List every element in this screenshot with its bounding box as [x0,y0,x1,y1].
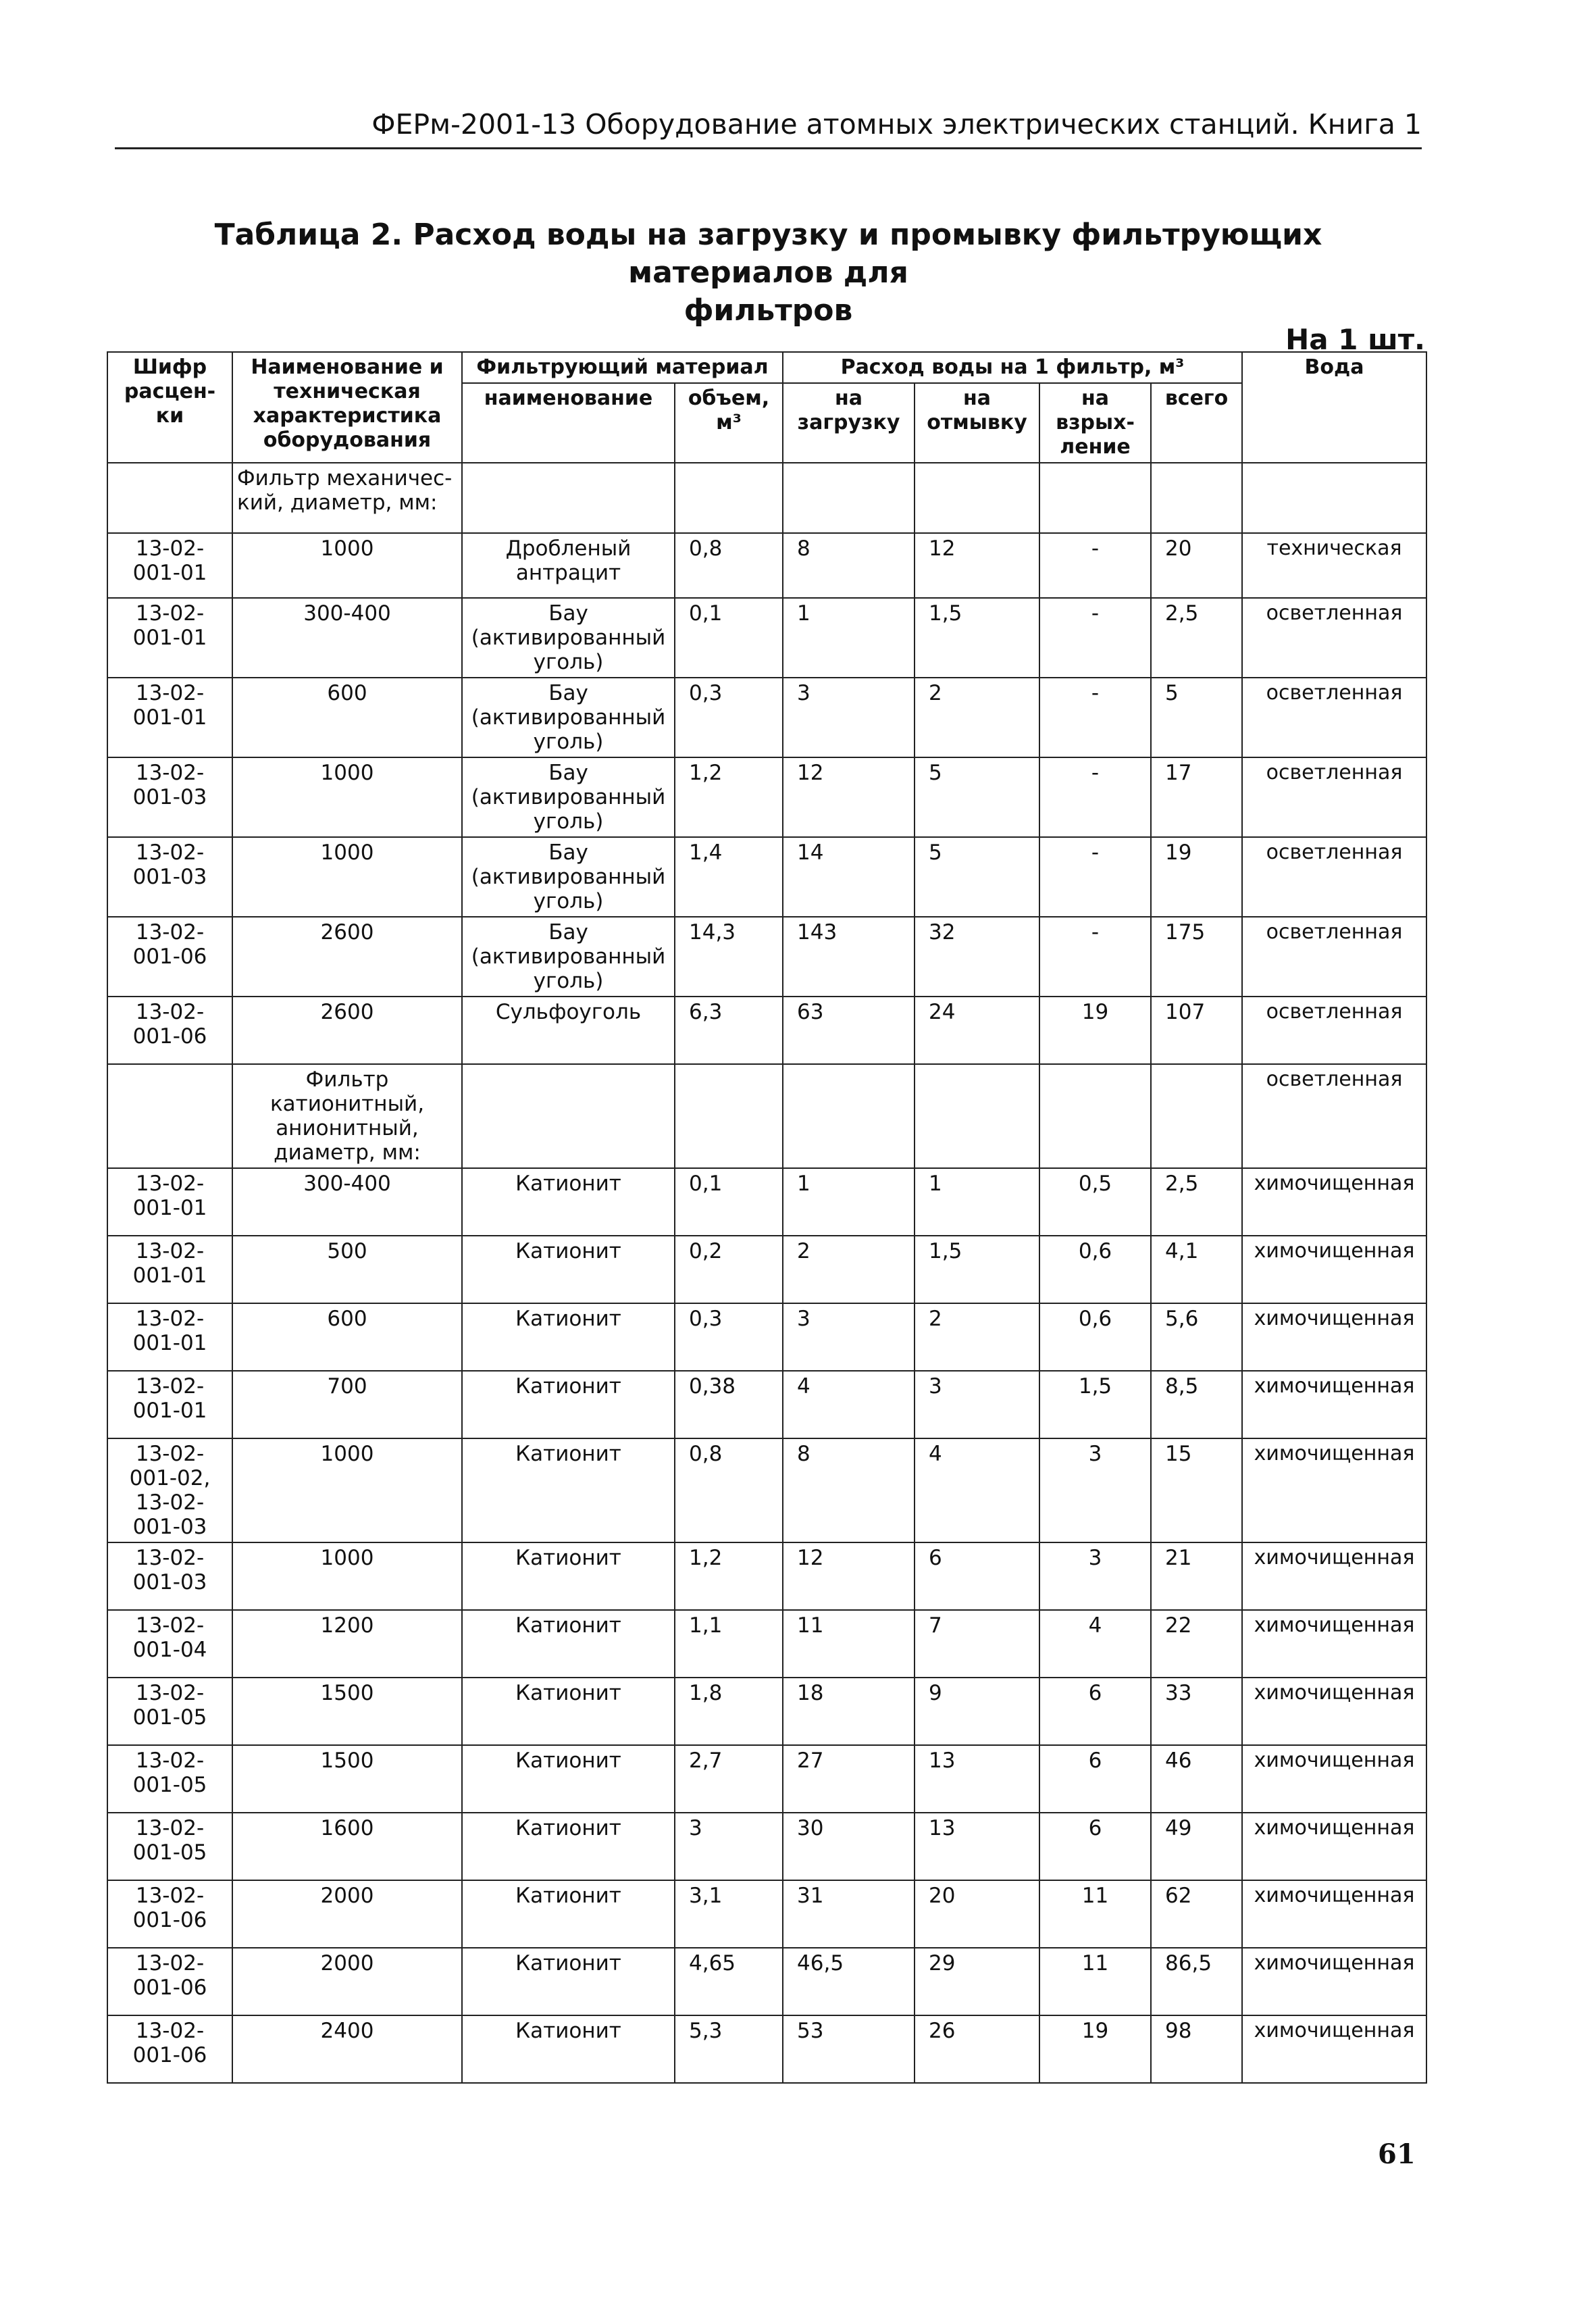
cell-volume: 0,38 [675,1371,783,1438]
cell-loosen: - [1039,757,1151,837]
cell-water: осветленная [1242,917,1426,997]
cell-total: 5 [1151,678,1242,757]
cell-code: 13-02-001-01 [107,678,232,757]
empty-cell [783,463,915,533]
col-code-header: Шифр расцен-ки [107,352,232,463]
cell-name: 700 [232,1371,462,1438]
cell-volume: 1,4 [675,837,783,917]
cell-volume: 5,3 [675,2015,783,2083]
cell-volume: 0,1 [675,1168,783,1236]
cell-loosen: 0,6 [1039,1236,1151,1303]
cell-code: 13-02-001-05 [107,1678,232,1745]
cell-load: 2 [783,1236,915,1303]
cell-code: 13-02-001-06 [107,1880,232,1948]
cell-total: 19 [1151,837,1242,917]
cell-code: 13-02-001-03 [107,1542,232,1610]
col-load-header: на загрузку [783,383,915,463]
cell-code: 13-02-001-01 [107,533,232,598]
table-row [107,1236,1426,1303]
cell-water: химочищенная [1242,1880,1426,1948]
cell-load: 8 [783,533,915,598]
cell-wash: 13 [915,1745,1039,1813]
water-consumption-table [107,351,1427,2084]
cell-name: 1500 [232,1745,462,1813]
section-title: Фильтр катионитный, анионитный, диаметр, мм: [232,1064,462,1168]
cell-material: Сульфоуголь [462,997,675,1064]
table-row [107,757,1426,837]
cell-load: 53 [783,2015,915,2083]
col-water-group-header: Расход воды на 1 фильтр, м³ [783,352,1242,383]
cell-wash: 29 [915,1948,1039,2015]
section-water: осветленная [1242,1064,1426,1168]
cell-material: Бау (активированный уголь) [462,917,675,997]
cell-loosen: 1,5 [1039,1371,1151,1438]
cell-wash: 9 [915,1678,1039,1745]
header-rule [115,147,1422,149]
cell-wash: 24 [915,997,1039,1064]
cell-code: 13-02-001-05 [107,1745,232,1813]
cell-material: Катионит [462,1542,675,1610]
cell-water: химочищенная [1242,1168,1426,1236]
empty-cell [1039,463,1151,533]
cell-loosen: 11 [1039,1948,1151,2015]
cell-name: 1000 [232,533,462,598]
cell-total: 4,1 [1151,1236,1242,1303]
cell-code: 13-02-001-04 [107,1610,232,1678]
cell-volume: 6,3 [675,997,783,1064]
cell-water: химочищенная [1242,1236,1426,1303]
cell-name: 1000 [232,1542,462,1610]
cell-total: 5,6 [1151,1303,1242,1371]
cell-volume: 0,1 [675,598,783,678]
cell-code: 13-02-001-06 [107,2015,232,2083]
cell-total: 46 [1151,1745,1242,1813]
cell-material: Катионит [462,1303,675,1371]
cell-loosen: 6 [1039,1813,1151,1880]
cell-loosen: - [1039,598,1151,678]
cell-load: 14 [783,837,915,917]
cell-code: 13-02-001-03 [107,757,232,837]
cell-total: 62 [1151,1880,1242,1948]
table-title [135,216,1401,330]
cell-volume: 0,3 [675,1303,783,1371]
cell-material: Катионит [462,2015,675,2083]
cell-water: химочищенная [1242,1438,1426,1542]
table-body [107,463,1426,2083]
cell-total: 21 [1151,1542,1242,1610]
cell-volume: 2,7 [675,1745,783,1813]
table-row [107,917,1426,997]
cell-water: осветленная [1242,837,1426,917]
cell-load: 27 [783,1745,915,1813]
cell-volume: 3 [675,1813,783,1880]
cell-wash: 1 [915,1168,1039,1236]
cell-wash: 6 [915,1542,1039,1610]
cell-water: химочищенная [1242,1813,1426,1880]
cell-total: 17 [1151,757,1242,837]
cell-wash: 1,5 [915,1236,1039,1303]
cell-water: химочищенная [1242,1610,1426,1678]
cell-volume: 1,8 [675,1678,783,1745]
cell-water: осветленная [1242,757,1426,837]
cell-material: Катионит [462,1438,675,1542]
cell-volume: 1,2 [675,757,783,837]
cell-load: 30 [783,1813,915,1880]
cell-volume: 1,2 [675,1542,783,1610]
table-row [107,837,1426,917]
cell-water: осветленная [1242,598,1426,678]
cell-loosen: - [1039,678,1151,757]
cell-loosen: 4 [1039,1610,1151,1678]
cell-name: 1000 [232,1438,462,1542]
cell-volume: 14,3 [675,917,783,997]
cell-volume: 1,1 [675,1610,783,1678]
cell-code: 13-02-001-01 [107,598,232,678]
table-row [107,2015,1426,2083]
empty-cell [1151,1064,1242,1168]
cell-water: осветленная [1242,678,1426,757]
cell-volume: 4,65 [675,1948,783,2015]
table-row [107,1371,1426,1438]
table-title-line2: фильтров [684,293,853,328]
col-wash-header: на отмывку [915,383,1039,463]
cell-total: 8,5 [1151,1371,1242,1438]
cell-loosen: - [1039,917,1151,997]
cell-loosen: - [1039,533,1151,598]
col-material-group-header: Фильтрующий материал [462,352,783,383]
empty-cell [462,463,675,533]
cell-material: Катионит [462,1745,675,1813]
empty-cell [915,1064,1039,1168]
cell-material: Катионит [462,1371,675,1438]
cell-code: 13-02-001-05 [107,1813,232,1880]
cell-loosen: 19 [1039,997,1151,1064]
table-title-line1: Таблица 2. Расход воды на загрузку и промывку фильтрующих материалов для [214,218,1322,290]
cell-material: Бау (активированный уголь) [462,598,675,678]
table-row [107,1610,1426,1678]
cell-name: 600 [232,1303,462,1371]
table-row [107,1438,1426,1542]
cell-loosen: - [1039,837,1151,917]
cell-material: Бау (активированный уголь) [462,837,675,917]
cell-wash: 3 [915,1371,1039,1438]
empty-cell [783,1064,915,1168]
cell-water: химочищенная [1242,1542,1426,1610]
table-row [107,1813,1426,1880]
cell-wash: 2 [915,1303,1039,1371]
cell-material: Катионит [462,1678,675,1745]
cell-code: 13-02-001-01 [107,1168,232,1236]
cell-wash: 2 [915,678,1039,757]
cell-total: 20 [1151,533,1242,598]
cell-load: 1 [783,1168,915,1236]
cell-material: Катионит [462,1236,675,1303]
cell-name: 1000 [232,837,462,917]
cell-loosen: 19 [1039,2015,1151,2083]
cell-load: 1 [783,598,915,678]
cell-loosen: 6 [1039,1678,1151,1745]
cell-total: 49 [1151,1813,1242,1880]
cell-load: 31 [783,1880,915,1948]
cell-load: 11 [783,1610,915,1678]
cell-wash: 32 [915,917,1039,997]
section-water [1242,463,1426,533]
cell-material: Дробленый антрацит [462,533,675,598]
cell-water: химочищенная [1242,1745,1426,1813]
empty-cell [1039,1064,1151,1168]
cell-material: Катионит [462,1948,675,2015]
cell-wash: 1,5 [915,598,1039,678]
cell-code: 13-02-001-01 [107,1236,232,1303]
cell-load: 63 [783,997,915,1064]
empty-cell [675,463,783,533]
empty-cell [107,1064,232,1168]
table-row [107,1948,1426,2015]
cell-name: 1200 [232,1610,462,1678]
cell-wash: 13 [915,1813,1039,1880]
table-row [107,598,1426,678]
running-header: ФЕРм-2001-13 Оборудование атомных электрических станций. Книга 1 [371,108,1422,141]
table-row [107,997,1426,1064]
cell-material: Бау (активированный уголь) [462,678,675,757]
cell-water: химочищенная [1242,2015,1426,2083]
cell-volume: 0,8 [675,533,783,598]
empty-cell [915,463,1039,533]
cell-loosen: 0,5 [1039,1168,1151,1236]
cell-wash: 5 [915,837,1039,917]
cell-load: 12 [783,1542,915,1610]
table-row [107,1745,1426,1813]
cell-total: 33 [1151,1678,1242,1745]
cell-water: химочищенная [1242,1303,1426,1371]
cell-name: 2600 [232,917,462,997]
per-unit-label: На 1 шт. [1285,323,1425,356]
col-material-name-header: наименование [462,383,675,463]
cell-load: 4 [783,1371,915,1438]
cell-name: 300-400 [232,598,462,678]
empty-cell [675,1064,783,1168]
empty-cell [107,463,232,533]
cell-name: 300-400 [232,1168,462,1236]
cell-name: 1000 [232,757,462,837]
col-water-header: Вода [1242,352,1426,463]
table-row [107,678,1426,757]
cell-code: 13-02-001-06 [107,997,232,1064]
cell-name: 600 [232,678,462,757]
cell-load: 143 [783,917,915,997]
cell-code: 13-02-001-03 [107,837,232,917]
cell-material: Катионит [462,1610,675,1678]
cell-wash: 20 [915,1880,1039,1948]
cell-loosen: 6 [1039,1745,1151,1813]
cell-load: 18 [783,1678,915,1745]
cell-code: 13-02-001-02, 13-02-001-03 [107,1438,232,1542]
cell-load: 12 [783,757,915,837]
cell-volume: 0,8 [675,1438,783,1542]
cell-load: 3 [783,1303,915,1371]
cell-name: 500 [232,1236,462,1303]
cell-wash: 12 [915,533,1039,598]
cell-volume: 3,1 [675,1880,783,1948]
cell-load: 3 [783,678,915,757]
empty-cell [1151,463,1242,533]
cell-material: Катионит [462,1168,675,1236]
cell-code: 13-02-001-01 [107,1303,232,1371]
cell-loosen: 3 [1039,1542,1151,1610]
table-row [107,533,1426,598]
table-row [107,1678,1426,1745]
table-row [107,1880,1426,1948]
section-row [107,463,1426,533]
cell-code: 13-02-001-06 [107,1948,232,2015]
cell-name: 2000 [232,1948,462,2015]
cell-volume: 0,2 [675,1236,783,1303]
cell-name: 1600 [232,1813,462,1880]
cell-total: 15 [1151,1438,1242,1542]
section-title: Фильтр механичес-кий, диаметр, мм: [232,463,462,533]
section-row [107,1064,1426,1168]
cell-load: 46,5 [783,1948,915,2015]
cell-material: Бау (активированный уголь) [462,757,675,837]
cell-code: 13-02-001-06 [107,917,232,997]
cell-name: 2000 [232,1880,462,1948]
cell-water: химочищенная [1242,1371,1426,1438]
header-row-1 [107,352,1426,383]
col-name-header: Наименование и техническая характеристика оборудования [232,352,462,463]
cell-wash: 4 [915,1438,1039,1542]
cell-total: 2,5 [1151,598,1242,678]
cell-water: осветленная [1242,997,1426,1064]
cell-material: Катионит [462,1880,675,1948]
cell-total: 175 [1151,917,1242,997]
page-number: 61 [1378,2138,1416,2170]
cell-material: Катионит [462,1813,675,1880]
cell-water: химочищенная [1242,1678,1426,1745]
empty-cell [462,1064,675,1168]
col-total-header: всего [1151,383,1242,463]
cell-loosen: 3 [1039,1438,1151,1542]
table-row [107,1168,1426,1236]
cell-load: 8 [783,1438,915,1542]
cell-name: 2400 [232,2015,462,2083]
cell-wash: 5 [915,757,1039,837]
cell-loosen: 0,6 [1039,1303,1151,1371]
cell-total: 2,5 [1151,1168,1242,1236]
cell-total: 107 [1151,997,1242,1064]
cell-loosen: 11 [1039,1880,1151,1948]
cell-volume: 0,3 [675,678,783,757]
col-loosen-header: на взрых-ление [1039,383,1151,463]
cell-code: 13-02-001-01 [107,1371,232,1438]
cell-total: 22 [1151,1610,1242,1678]
col-material-volume-header: объем, м³ [675,383,783,463]
table-row [107,1303,1426,1371]
cell-name: 2600 [232,997,462,1064]
cell-name: 1500 [232,1678,462,1745]
cell-wash: 26 [915,2015,1039,2083]
cell-wash: 7 [915,1610,1039,1678]
table-row [107,1542,1426,1610]
cell-water: химочищенная [1242,1948,1426,2015]
cell-total: 86,5 [1151,1948,1242,2015]
cell-water: техническая [1242,533,1426,598]
cell-total: 98 [1151,2015,1242,2083]
